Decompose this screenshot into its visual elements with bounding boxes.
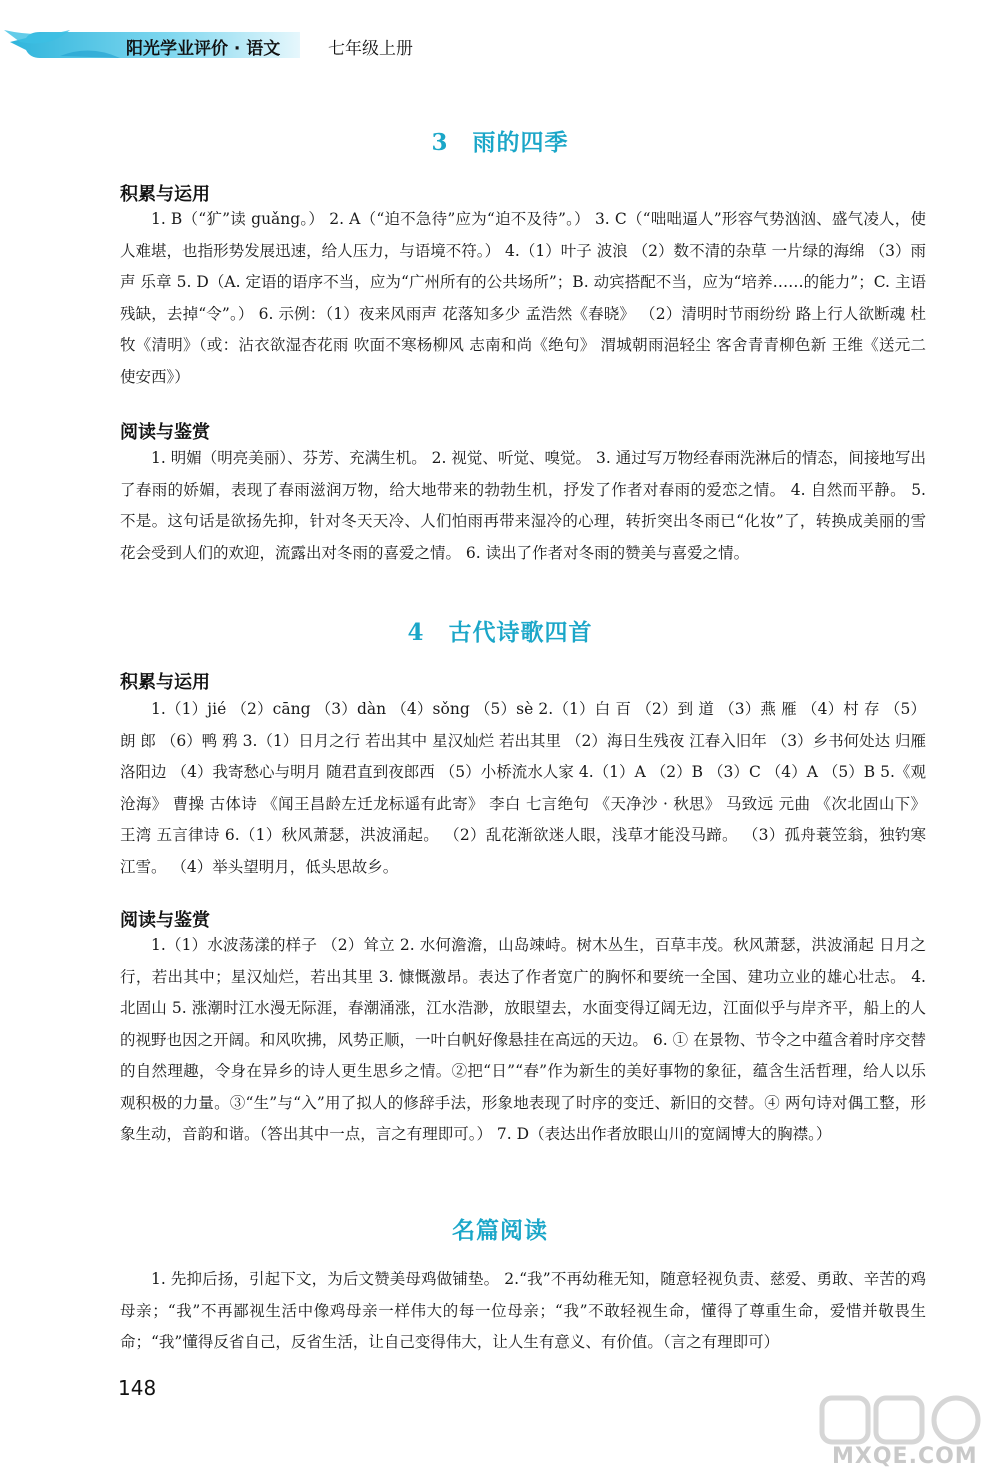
answer-paragraph: 1. B（“犷”读 guǎng。） 2. A（“迫不急待”应为“迫不及待”。） 3. C（“咄咄逼人”形容气势汹汹、盛气凌人，使人难堪，也指形势发展迅速，给人压力，与语境不符。） 4.（1）叶子 波浪 （2）数不清的杂草 一片绿的海绵 （3）雨声 乐章 5. D（A. 定语的语序不当，应为“广州所有的公共场所”；B. 动宾搭配不当，应为“培养……的能力”；C. 主语残缺，去掉“令”。） 6. 示例：（1）夜来风雨声 花落知多少 孟浩然《春晓》 （2）清明时节雨纷纷 路上行人欲断魂 杜牧《清明》（或：沾衣欲湿杏花雨 吹面不寒杨柳风 志南和尚《绝句》 渭城朝雨浥轻尘 客舍青青柳色新 王维《送元二使安西》） [120,210,926,386]
watermark-text: MXQE.COM [832,1444,978,1469]
section-title-3: 3 雨的四季 [431,129,569,156]
subhead-reading: 阅读与鉴赏 [120,910,210,931]
section-title-4: 4 古代诗歌四首 [407,619,593,646]
page-number: 148 [118,1376,157,1400]
subhead-accumulation: 积累与运用 [120,672,210,693]
series-title: 阳光学业评价 · 语文 [126,39,281,59]
subhead-accumulation: 积累与运用 [120,184,210,205]
answer-paragraph: 1. 先抑后扬，引起下文，为后文赞美母鸡做铺垫。 2.“我”不再幼稚无知，随意轻视负责、慈爱、勇敢、辛苦的鸡母亲；“我”不再鄙视生活中像鸡母亲一样伟大的每一位母亲；“我”不敢轻视生命，懂得了尊重生命，爱惜并敬畏生命；“我”懂得反省自己，反省生活，让自己变得伟大，让人生有意义、有价值。（言之有理即可） [120,1270,926,1351]
subhead-reading: 阅读与鉴赏 [120,422,210,443]
answer-paragraph: 1.（1）水波荡漾的样子 （2）耸立 2. 水何澹澹，山岛竦峙。树木丛生，百草丰茂。秋风萧瑟，洪波涌起 日月之行，若出其中；星汉灿烂，若出其里 3. 慷慨激昂。表达了作者宽广的胸怀和要统一全国、建功立业的雄心壮志。 4. 北固山 5. 涨潮时江水漫无际涯，春潮涌涨，江水浩渺，放眼望去，水面变得辽阔无边，江面似乎与岸齐平，船上的人的视野也因之开阔。和风吹拂，风势正顺，一叶白帆好像悬挂在高远的天边。 6. ① 在景物、节令之中蕴含着时序交替的自然理趣，令身在异乡的诗人更生思乡之情。②把“日”“春”作为新生的美好事物的象征，蕴含生活哲理，给人以乐观积极的力量。③“生”与“入”用了拟人的修辞手法，形象地表现了时序的变迁、新旧的交替。④ 两句诗对偶工整，形象生动，音韵和谐。（答出其中一点，言之有理即可。） 7. D（表达出作者放眼山川的宽阔博大的胸襟。） [120,936,926,1143]
answer-paragraph: 1. 明媚（明亮美丽）、芬芳、充满生机。 2. 视觉、听觉、嗅觉。 3. 通过写万物经春雨洗淋后的情态，间接地写出了春雨的娇媚，表现了春雨滋润万物，给大地带来的勃勃生机，抒发了作者对春雨的爱恋之情。 4. 自然而平静。 5. 不是。这句话是欲扬先抑，针对冬天天冷、人们怕雨再带来湿冷的心理，转折突出冬雨已“化妆”了，转换成美丽的雪花会受到人们的欢迎，流露出对冬雨的喜爱之情。 6. 读出了作者对冬雨的赞美与喜爱之情。 [120,449,926,562]
answer-paragraph: 1.（1）jié （2）cāng （3）dàn （4）sǒng （5）sè 2.（1）白 百 （2）到 道 （3）燕 雁 （4）村 存 （5）朗 郎 （6）鸭 鸦 3.（1）日月之行 若出其中 星汉灿烂 若出其里 （2）海日生残夜 江春入旧年 （3）乡书何处达 归雁洛阳边 （4）我寄愁心与明月 随君直到夜郎西 （5）小桥流水人家 4.（1）A （2）B （3）C （4）A （5）B 5.《观沧海》 曹操 古体诗 《闻王昌龄左迁龙标遥有此寄》 李白 七言绝句 《天净沙 · 秋思》 马致远 元曲 《次北固山下》 王湾 五言律诗 6.（1）秋风萧瑟，洪波涌起。 （2）乱花渐欲迷人眼，浅草才能没马蹄。 （3）孤舟蓑笠翁，独钓寒江雪。 （4）举头望明月，低头思故乡。 [120,700,926,876]
section-title-famous: 名篇阅读 [452,1217,548,1244]
grade-label: 七年级上册 [328,39,413,59]
